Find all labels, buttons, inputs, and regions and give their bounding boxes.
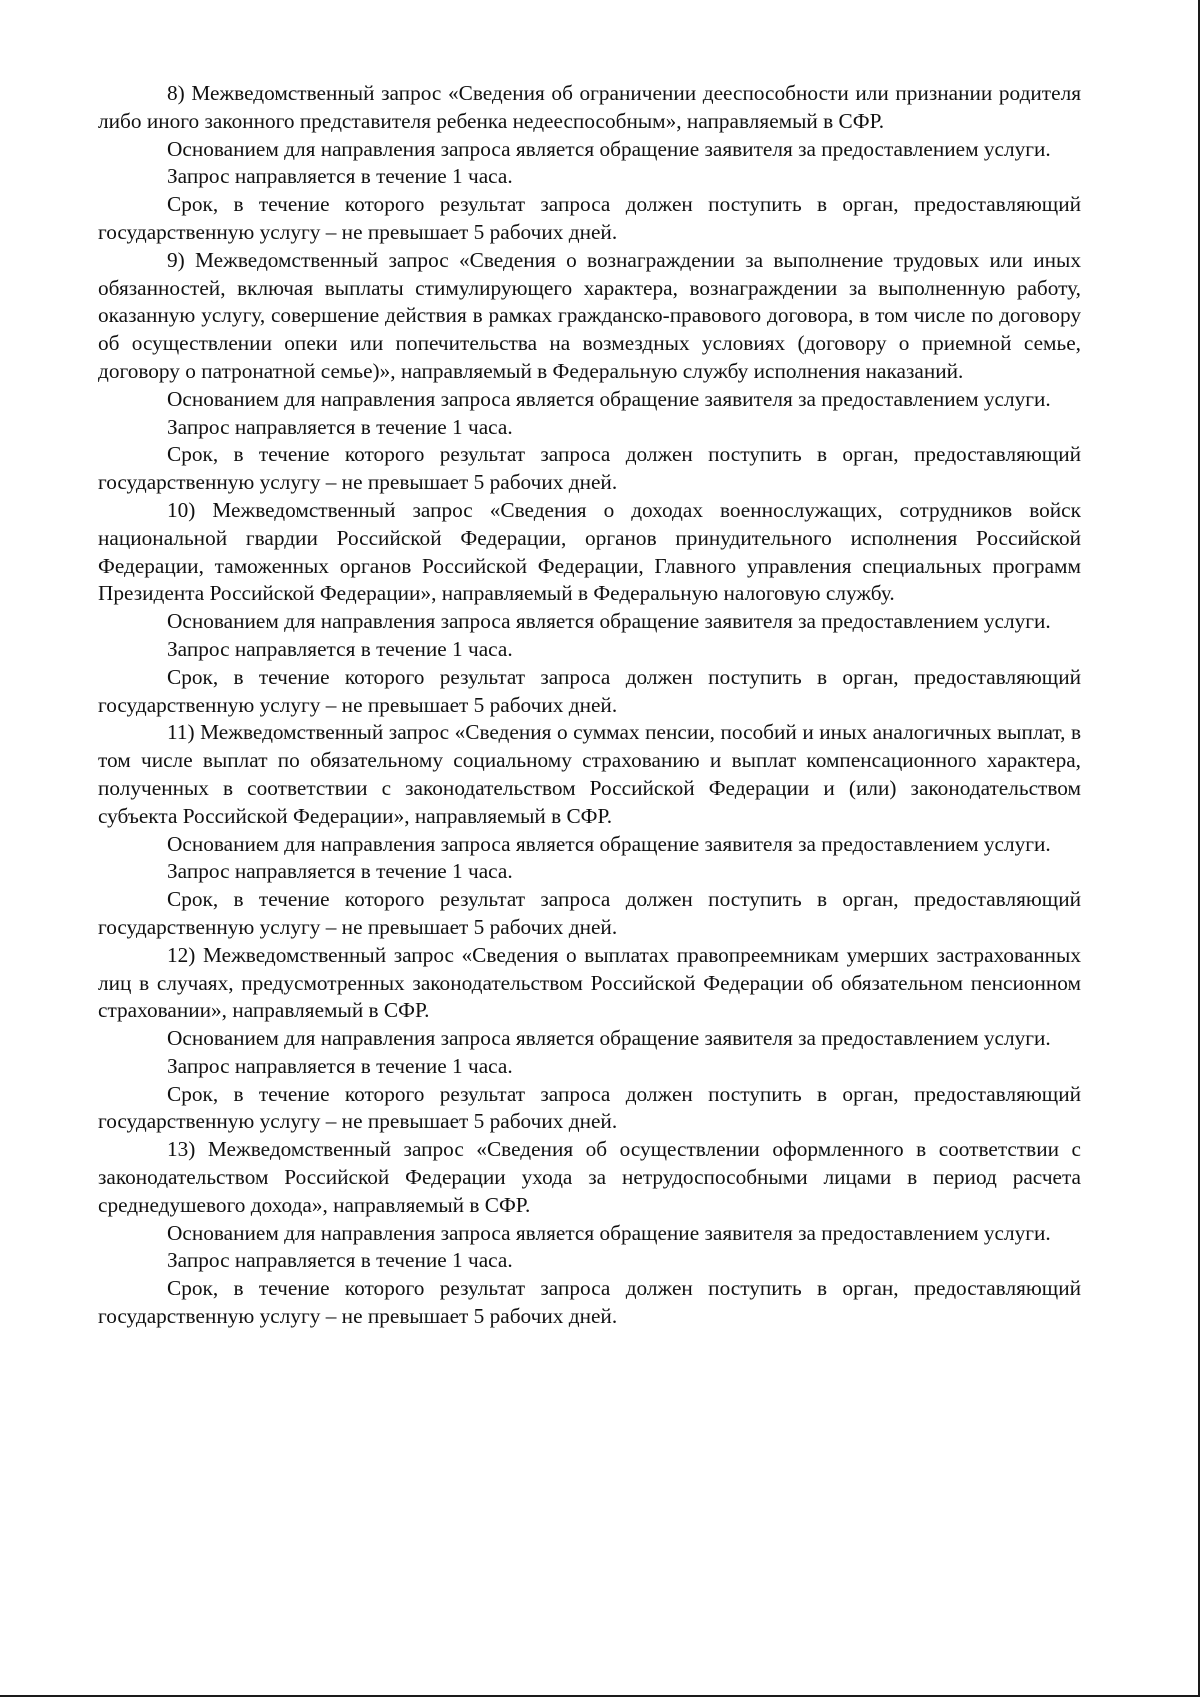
paragraph-item-11-request: 11) Межведомственный запрос «Сведения о суммах пенсии, пособий и иных аналогичных выплат, в том числе выплат по обязательному социальному страхованию и выплат компенсационного характера, полученных в соответствии с законодательством Российской Федерации и (или) законодательством субъекта Российской Федерации», направляемый в СФР. — [98, 720, 1081, 828]
paragraph-basis: Основанием для направления запроса является обращение заявителя за предоставлением услуги. — [167, 1026, 1051, 1051]
paragraph-basis: Основанием для направления запроса является обращение заявителя за предоставлением услуги. — [167, 1220, 1051, 1245]
paragraph-item-9-request: 9) Межведомственный запрос «Сведения о вознаграждении за выполнение трудовых или иных обязанностей, включая выплаты стимулирующего характера, вознаграждении за выполненную работу, оказанную услугу, совершение действия в рамках гражданско-правового договора, в том числе по договору об осуществлении опеки или попечительства на возмездных условиях (договору о приемной семье, договору о патронатной семье)», направляемый в Федеральную службу исполнения наказаний. — [98, 247, 1081, 383]
paragraph-deadline: Срок, в течение которого результат запроса должен поступить в орган, предоставляющий государственную услугу – не превышает 5 рабочих дней. — [98, 1276, 1081, 1329]
document-body — [98, 80, 1081, 1331]
paragraph-send-time: Запрос направляется в течение 1 часа. — [167, 859, 513, 884]
paragraph-basis: Основанием для направления запроса является обращение заявителя за предоставлением услуги. — [167, 831, 1051, 856]
paragraph-send-time: Запрос направляется в течение 1 часа. — [167, 414, 513, 439]
paragraph-item-13-request: 13) Межведомственный запрос «Сведения об осуществлении оформленного в соответствии с законодательством Российской Федерации ухода за нетрудоспособными лицами в период расчета среднедушевого дохода», направляемый в СФР. — [98, 1137, 1081, 1217]
paragraph-deadline: Срок, в течение которого результат запроса должен поступить в орган, предоставляющий государственную услугу – не превышает 5 рабочих дней. — [98, 442, 1081, 495]
paragraph-item-8-request: 8) Межведомственный запрос «Сведения об ограничении дееспособности или признании родителя либо иного законного представителя ребенка недееспособным», направляемый в СФР. — [98, 81, 1081, 133]
paragraph-deadline: Срок, в течение которого результат запроса должен поступить в орган, предоставляющий государственную услугу – не превышает 5 рабочих дней. — [98, 192, 1081, 244]
paragraph-basis: Основанием для направления запроса является обращение заявителя за предоставлением услуги. — [167, 609, 1051, 634]
paragraph-send-time: Запрос направляется в течение 1 часа. — [167, 1053, 513, 1078]
paragraph-item-10-request: 10) Межведомственный запрос «Сведения о доходах военнослужащих, сотрудников войск национальной гвардии Российской Федерации, органов принудительного исполнения Российской Федерации, таможенных органов Российской Федерации, Главного управления специальных программ Президента Российской Федерации», направляемый в Федеральную налоговую службу. — [98, 497, 1081, 606]
paragraph-deadline: Срок, в течение которого результат запроса должен поступить в орган, предоставляющий государственную услугу – не превышает 5 рабочих дней. — [98, 887, 1081, 939]
paragraph-basis: Основанием для направления запроса является обращение заявителя за предоставлением услуги. — [167, 136, 1051, 161]
paragraph-deadline: Срок, в течение которого результат запроса должен поступить в орган, предоставляющий государственную услугу – не превышает 5 рабочих дней. — [98, 1081, 1081, 1134]
paragraph-item-12-request: 12) Межведомственный запрос «Сведения о выплатах правопреемникам умерших застрахованных лиц в случаях, предусмотренных законодательством Российской Федерации об обязательном пенсионном страховании», направляемый в СФР. — [98, 942, 1081, 1023]
paragraph-send-time: Запрос направляется в течение 1 часа. — [167, 1248, 513, 1273]
paragraph-deadline: Срок, в течение которого результат запроса должен поступить в орган, предоставляющий государственную услугу – не превышает 5 рабочих дней. — [98, 664, 1081, 717]
paragraph-basis: Основанием для направления запроса является обращение заявителя за предоставлением услуги. — [167, 386, 1051, 411]
paragraph-send-time: Запрос направляется в течение 1 часа. — [167, 164, 513, 189]
paragraph-send-time: Запрос направляется в течение 1 часа. — [167, 636, 513, 661]
